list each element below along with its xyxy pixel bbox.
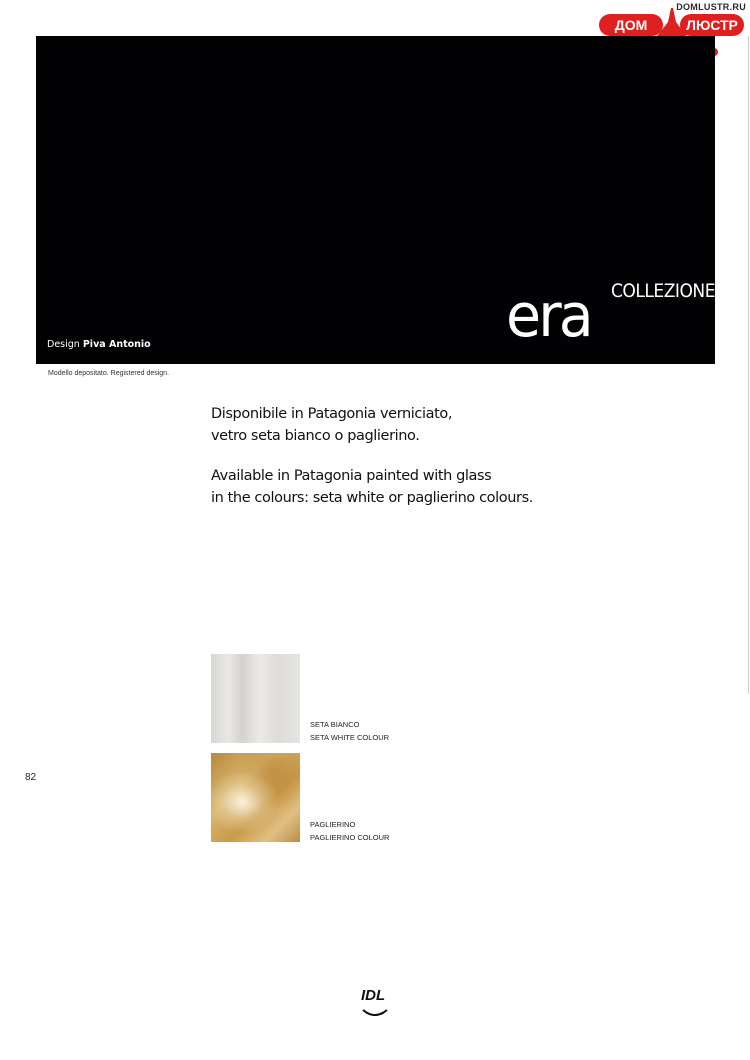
- site-url[interactable]: DOMLUSTR.RU: [676, 2, 746, 12]
- description-line: in the colours: seta white or paglierino colours.: [211, 490, 533, 506]
- idl-logo-icon: [359, 980, 391, 1016]
- white-silk-glass-swatch: [211, 654, 300, 743]
- description-line: Disponibile in Patagonia verniciato,: [211, 406, 453, 422]
- designer-name: Piva Antonio: [82, 339, 151, 350]
- collection-label: COLLEZIONE: [610, 280, 715, 302]
- swatch-name-it: SETA BIANCO: [310, 720, 360, 729]
- logo-word-right: ЛЮСТР: [680, 14, 744, 36]
- collection-hero-banner: [36, 36, 715, 364]
- description-english: [211, 465, 611, 509]
- designer-credit: [47, 339, 151, 350]
- description-italian: [211, 403, 611, 447]
- description-line: Available in Patagonia painted with glass: [211, 468, 492, 484]
- straw-glass-swatch: [211, 753, 300, 842]
- svg-text:IDL: IDL: [361, 987, 386, 1004]
- swatch-name-it: PAGLIERINO: [310, 820, 356, 829]
- swatch-label-paglierino: [310, 818, 389, 844]
- logo-word-left: ДОМ: [599, 14, 663, 36]
- collection-name: era: [506, 281, 591, 351]
- page-number: 82: [25, 772, 37, 783]
- page-edge-rule: [748, 36, 749, 694]
- registered-design-note: Modello depositato. Registered design.: [48, 370, 170, 377]
- description-line: vetro seta bianco o paglierino.: [211, 428, 420, 444]
- design-prefix: Design: [47, 339, 80, 350]
- swatch-name-en: PAGLIERINO COLOUR: [310, 833, 390, 842]
- swatch-label-seta-bianco: [310, 718, 389, 744]
- swatch-name-en: SETA WHITE COLOUR: [310, 733, 390, 742]
